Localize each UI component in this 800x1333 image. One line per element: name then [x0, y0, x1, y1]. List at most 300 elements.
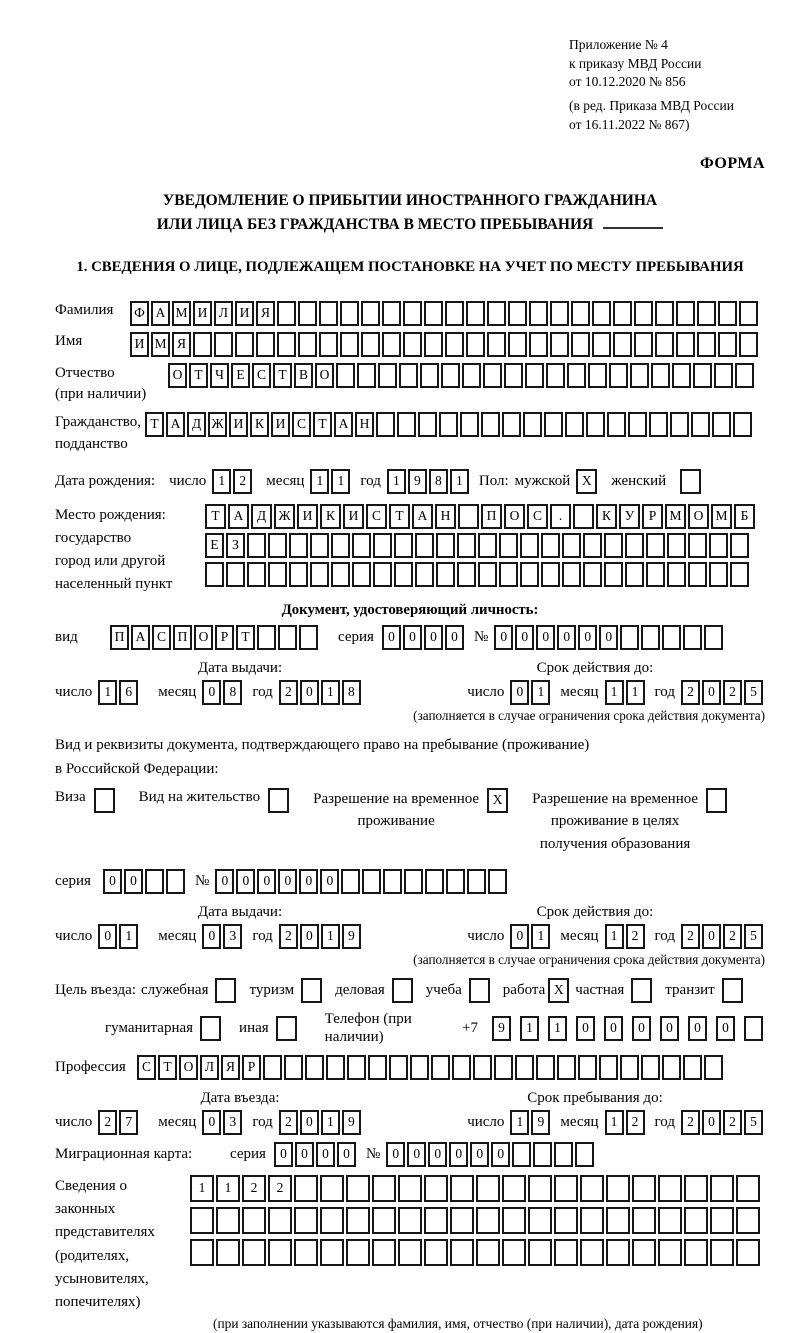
- char-cell[interactable]: [268, 562, 287, 587]
- char-cell[interactable]: [554, 1239, 578, 1266]
- char-cell[interactable]: [399, 363, 418, 388]
- char-cell[interactable]: Т: [205, 504, 226, 529]
- char-cell[interactable]: Я: [221, 1055, 240, 1080]
- char-cell[interactable]: Л: [214, 301, 233, 326]
- char-cell[interactable]: [190, 1239, 214, 1266]
- char-cell[interactable]: 9: [342, 1110, 361, 1135]
- char-cell[interactable]: [562, 533, 581, 558]
- char-cell[interactable]: [508, 301, 527, 326]
- char-cell[interactable]: 1: [331, 469, 350, 494]
- char-cell[interactable]: 6: [119, 680, 138, 705]
- char-cell[interactable]: 1: [119, 924, 138, 949]
- char-cell[interactable]: К: [596, 504, 617, 529]
- char-cell[interactable]: [529, 301, 548, 326]
- char-cell[interactable]: [289, 562, 308, 587]
- char-cell[interactable]: О: [179, 1055, 198, 1080]
- char-cell[interactable]: [709, 562, 728, 587]
- purpose-other-checkbox[interactable]: [276, 1016, 297, 1041]
- char-cell[interactable]: [575, 1142, 594, 1167]
- char-cell[interactable]: .: [550, 504, 571, 529]
- char-cell[interactable]: 2: [723, 1110, 742, 1135]
- char-cell[interactable]: [268, 1239, 292, 1266]
- char-cell[interactable]: [331, 533, 350, 558]
- char-cell[interactable]: [336, 363, 355, 388]
- char-cell[interactable]: [483, 363, 502, 388]
- char-cell[interactable]: [289, 533, 308, 558]
- char-cell[interactable]: [352, 562, 371, 587]
- char-cell[interactable]: [693, 363, 712, 388]
- char-cell[interactable]: [683, 1055, 702, 1080]
- char-cell[interactable]: И: [343, 504, 364, 529]
- char-cell[interactable]: [452, 1055, 471, 1080]
- char-cell[interactable]: Я: [172, 332, 191, 357]
- char-cell[interactable]: [580, 1207, 604, 1234]
- char-cell[interactable]: 0: [278, 869, 297, 894]
- char-cell[interactable]: [710, 1207, 734, 1234]
- char-cell[interactable]: А: [228, 504, 249, 529]
- char-cell[interactable]: [567, 363, 586, 388]
- char-cell[interactable]: [586, 412, 605, 437]
- char-cell[interactable]: [688, 562, 707, 587]
- char-cell[interactable]: [341, 869, 360, 894]
- char-cell[interactable]: Д: [187, 412, 206, 437]
- char-cell[interactable]: [571, 332, 590, 357]
- char-cell[interactable]: 0: [424, 625, 443, 650]
- char-cell[interactable]: [499, 562, 518, 587]
- char-cell[interactable]: 1: [98, 680, 117, 705]
- char-cell[interactable]: [488, 869, 507, 894]
- char-cell[interactable]: [613, 332, 632, 357]
- char-cell[interactable]: [632, 1239, 656, 1266]
- char-cell[interactable]: [667, 533, 686, 558]
- char-cell[interactable]: [436, 533, 455, 558]
- char-cell[interactable]: [676, 301, 695, 326]
- char-cell[interactable]: 1: [605, 924, 624, 949]
- char-cell[interactable]: 2: [279, 1110, 298, 1135]
- char-cell[interactable]: [382, 332, 401, 357]
- char-cell[interactable]: [583, 533, 602, 558]
- char-cell[interactable]: 0: [449, 1142, 468, 1167]
- char-cell[interactable]: 0: [407, 1142, 426, 1167]
- char-cell[interactable]: Д: [251, 504, 272, 529]
- char-cell[interactable]: А: [412, 504, 433, 529]
- char-cell[interactable]: [425, 869, 444, 894]
- char-cell[interactable]: С: [137, 1055, 156, 1080]
- purpose-humanitarian-checkbox[interactable]: [200, 1016, 221, 1041]
- char-cell[interactable]: 1: [531, 680, 550, 705]
- char-cell[interactable]: [242, 1239, 266, 1266]
- char-cell[interactable]: Т: [313, 412, 332, 437]
- char-cell[interactable]: И: [193, 301, 212, 326]
- char-cell[interactable]: 2: [681, 924, 700, 949]
- char-cell[interactable]: [415, 533, 434, 558]
- char-cell[interactable]: [676, 332, 695, 357]
- char-cell[interactable]: [394, 562, 413, 587]
- char-cell[interactable]: 7: [119, 1110, 138, 1135]
- char-cell[interactable]: [684, 1239, 708, 1266]
- char-cell[interactable]: [424, 1239, 448, 1266]
- char-cell[interactable]: [709, 533, 728, 558]
- char-cell[interactable]: [235, 332, 254, 357]
- char-cell[interactable]: 0: [236, 869, 255, 894]
- char-cell[interactable]: 2: [681, 680, 700, 705]
- char-cell[interactable]: [487, 332, 506, 357]
- char-cell[interactable]: [450, 1175, 474, 1202]
- char-cell[interactable]: С: [292, 412, 311, 437]
- char-cell[interactable]: О: [194, 625, 213, 650]
- char-cell[interactable]: [634, 301, 653, 326]
- char-cell[interactable]: [736, 1175, 760, 1202]
- char-cell[interactable]: [378, 363, 397, 388]
- char-cell[interactable]: [458, 504, 479, 529]
- char-cell[interactable]: 2: [626, 924, 645, 949]
- char-cell[interactable]: [373, 562, 392, 587]
- char-cell[interactable]: [588, 363, 607, 388]
- char-cell[interactable]: [712, 412, 731, 437]
- char-cell[interactable]: [536, 1055, 555, 1080]
- purpose-work-checkbox[interactable]: X: [548, 978, 569, 1003]
- char-cell[interactable]: О: [688, 504, 709, 529]
- char-cell[interactable]: [404, 869, 423, 894]
- char-cell[interactable]: [277, 332, 296, 357]
- char-cell[interactable]: [299, 625, 318, 650]
- char-cell[interactable]: 2: [233, 469, 252, 494]
- char-cell[interactable]: [739, 301, 758, 326]
- char-cell[interactable]: 5: [744, 924, 763, 949]
- char-cell[interactable]: П: [481, 504, 502, 529]
- char-cell[interactable]: [372, 1239, 396, 1266]
- char-cell[interactable]: [205, 562, 224, 587]
- char-cell[interactable]: [247, 533, 266, 558]
- char-cell[interactable]: [683, 625, 702, 650]
- char-cell[interactable]: [672, 363, 691, 388]
- char-cell[interactable]: [372, 1207, 396, 1234]
- char-cell[interactable]: [346, 1207, 370, 1234]
- char-cell[interactable]: А: [131, 625, 150, 650]
- char-cell[interactable]: [216, 1207, 240, 1234]
- residence-permit-checkbox[interactable]: [268, 788, 289, 813]
- char-cell[interactable]: 1: [387, 469, 406, 494]
- char-cell[interactable]: 1: [321, 1110, 340, 1135]
- purpose-business-checkbox[interactable]: [392, 978, 413, 1003]
- char-cell[interactable]: [557, 1055, 576, 1080]
- char-cell[interactable]: [592, 332, 611, 357]
- char-cell[interactable]: [632, 1175, 656, 1202]
- char-cell[interactable]: [625, 533, 644, 558]
- char-cell[interactable]: [446, 869, 465, 894]
- char-cell[interactable]: [628, 412, 647, 437]
- char-cell[interactable]: 0: [660, 1016, 679, 1041]
- char-cell[interactable]: [305, 1055, 324, 1080]
- char-cell[interactable]: [658, 1239, 682, 1266]
- char-cell[interactable]: [684, 1207, 708, 1234]
- char-cell[interactable]: [476, 1207, 500, 1234]
- char-cell[interactable]: 0: [316, 1142, 335, 1167]
- char-cell[interactable]: Т: [145, 412, 164, 437]
- char-cell[interactable]: И: [229, 412, 248, 437]
- char-cell[interactable]: 9: [492, 1016, 511, 1041]
- char-cell[interactable]: Р: [215, 625, 234, 650]
- char-cell[interactable]: [340, 301, 359, 326]
- char-cell[interactable]: [457, 562, 476, 587]
- char-cell[interactable]: 0: [320, 869, 339, 894]
- char-cell[interactable]: [704, 1055, 723, 1080]
- char-cell[interactable]: У: [619, 504, 640, 529]
- char-cell[interactable]: [613, 301, 632, 326]
- char-cell[interactable]: [515, 1055, 534, 1080]
- char-cell[interactable]: [424, 332, 443, 357]
- char-cell[interactable]: [604, 562, 623, 587]
- char-cell[interactable]: С: [152, 625, 171, 650]
- char-cell[interactable]: [298, 301, 317, 326]
- char-cell[interactable]: Ч: [210, 363, 229, 388]
- char-cell[interactable]: [467, 869, 486, 894]
- char-cell[interactable]: [730, 562, 749, 587]
- char-cell[interactable]: [541, 562, 560, 587]
- char-cell[interactable]: 0: [702, 1110, 721, 1135]
- char-cell[interactable]: [733, 412, 752, 437]
- char-cell[interactable]: [736, 1239, 760, 1266]
- char-cell[interactable]: 0: [578, 625, 597, 650]
- char-cell[interactable]: [571, 301, 590, 326]
- char-cell[interactable]: Т: [273, 363, 292, 388]
- char-cell[interactable]: [730, 533, 749, 558]
- char-cell[interactable]: И: [130, 332, 149, 357]
- char-cell[interactable]: [508, 332, 527, 357]
- char-cell[interactable]: 0: [428, 1142, 447, 1167]
- char-cell[interactable]: 0: [445, 625, 464, 650]
- char-cell[interactable]: 0: [702, 680, 721, 705]
- char-cell[interactable]: А: [334, 412, 353, 437]
- char-cell[interactable]: 0: [515, 625, 534, 650]
- char-cell[interactable]: [662, 1055, 681, 1080]
- char-cell[interactable]: [277, 301, 296, 326]
- male-checkbox[interactable]: X: [576, 469, 597, 494]
- char-cell[interactable]: 1: [548, 1016, 567, 1041]
- char-cell[interactable]: [376, 412, 395, 437]
- char-cell[interactable]: 1: [531, 924, 550, 949]
- char-cell[interactable]: [462, 363, 481, 388]
- char-cell[interactable]: Т: [236, 625, 255, 650]
- char-cell[interactable]: А: [151, 301, 170, 326]
- char-cell[interactable]: [554, 1207, 578, 1234]
- char-cell[interactable]: 0: [510, 680, 529, 705]
- char-cell[interactable]: 0: [702, 924, 721, 949]
- char-cell[interactable]: [466, 332, 485, 357]
- char-cell[interactable]: 1: [321, 924, 340, 949]
- temp-residence-checkbox[interactable]: X: [487, 788, 508, 813]
- char-cell[interactable]: [398, 1239, 422, 1266]
- char-cell[interactable]: [476, 1175, 500, 1202]
- char-cell[interactable]: [278, 625, 297, 650]
- char-cell[interactable]: Я: [256, 301, 275, 326]
- char-cell[interactable]: [607, 412, 626, 437]
- char-cell[interactable]: [357, 363, 376, 388]
- char-cell[interactable]: 0: [300, 680, 319, 705]
- char-cell[interactable]: 2: [626, 1110, 645, 1135]
- char-cell[interactable]: 0: [491, 1142, 510, 1167]
- char-cell[interactable]: К: [320, 504, 341, 529]
- char-cell[interactable]: [320, 1239, 344, 1266]
- char-cell[interactable]: [193, 332, 212, 357]
- char-cell[interactable]: [410, 1055, 429, 1080]
- char-cell[interactable]: [630, 363, 649, 388]
- char-cell[interactable]: [362, 869, 381, 894]
- char-cell[interactable]: [298, 332, 317, 357]
- char-cell[interactable]: [718, 332, 737, 357]
- char-cell[interactable]: [441, 363, 460, 388]
- char-cell[interactable]: Н: [355, 412, 374, 437]
- char-cell[interactable]: [736, 1207, 760, 1234]
- char-cell[interactable]: [190, 1207, 214, 1234]
- char-cell[interactable]: [247, 562, 266, 587]
- char-cell[interactable]: [476, 1239, 500, 1266]
- char-cell[interactable]: 8: [342, 680, 361, 705]
- char-cell[interactable]: [620, 625, 639, 650]
- char-cell[interactable]: Ф: [130, 301, 149, 326]
- purpose-tourism-checkbox[interactable]: [301, 978, 322, 1003]
- char-cell[interactable]: [294, 1175, 318, 1202]
- char-cell[interactable]: [398, 1175, 422, 1202]
- char-cell[interactable]: [735, 363, 754, 388]
- char-cell[interactable]: [499, 533, 518, 558]
- char-cell[interactable]: 2: [268, 1175, 292, 1202]
- char-cell[interactable]: Р: [642, 504, 663, 529]
- char-cell[interactable]: [445, 332, 464, 357]
- char-cell[interactable]: [320, 1175, 344, 1202]
- char-cell[interactable]: 0: [688, 1016, 707, 1041]
- char-cell[interactable]: [565, 412, 584, 437]
- char-cell[interactable]: 0: [257, 869, 276, 894]
- char-cell[interactable]: [450, 1239, 474, 1266]
- char-cell[interactable]: 0: [202, 680, 221, 705]
- char-cell[interactable]: [394, 533, 413, 558]
- char-cell[interactable]: 0: [299, 869, 318, 894]
- char-cell[interactable]: [310, 533, 329, 558]
- char-cell[interactable]: [216, 1239, 240, 1266]
- char-cell[interactable]: [256, 332, 275, 357]
- char-cell[interactable]: 0: [202, 1110, 221, 1135]
- char-cell[interactable]: [592, 301, 611, 326]
- char-cell[interactable]: [424, 1175, 448, 1202]
- char-cell[interactable]: [226, 562, 245, 587]
- char-cell[interactable]: 0: [215, 869, 234, 894]
- char-cell[interactable]: [655, 332, 674, 357]
- char-cell[interactable]: [544, 412, 563, 437]
- char-cell[interactable]: 0: [510, 924, 529, 949]
- char-cell[interactable]: [320, 1207, 344, 1234]
- char-cell[interactable]: [214, 332, 233, 357]
- char-cell[interactable]: И: [235, 301, 254, 326]
- char-cell[interactable]: [294, 1239, 318, 1266]
- char-cell[interactable]: Ж: [274, 504, 295, 529]
- purpose-official-checkbox[interactable]: [215, 978, 236, 1003]
- char-cell[interactable]: 5: [744, 1110, 763, 1135]
- char-cell[interactable]: [697, 332, 716, 357]
- char-cell[interactable]: [502, 1239, 526, 1266]
- char-cell[interactable]: 0: [124, 869, 143, 894]
- char-cell[interactable]: [634, 332, 653, 357]
- char-cell[interactable]: 9: [342, 924, 361, 949]
- char-cell[interactable]: 1: [212, 469, 231, 494]
- char-cell[interactable]: 1: [605, 680, 624, 705]
- char-cell[interactable]: [620, 1055, 639, 1080]
- char-cell[interactable]: Ж: [208, 412, 227, 437]
- char-cell[interactable]: 2: [242, 1175, 266, 1202]
- char-cell[interactable]: [145, 869, 164, 894]
- char-cell[interactable]: Е: [205, 533, 224, 558]
- char-cell[interactable]: [512, 1142, 531, 1167]
- char-cell[interactable]: [533, 1142, 552, 1167]
- char-cell[interactable]: [609, 363, 628, 388]
- char-cell[interactable]: [541, 533, 560, 558]
- char-cell[interactable]: [268, 1207, 292, 1234]
- char-cell[interactable]: 2: [279, 680, 298, 705]
- char-cell[interactable]: 0: [604, 1016, 623, 1041]
- char-cell[interactable]: [450, 1207, 474, 1234]
- char-cell[interactable]: [319, 332, 338, 357]
- char-cell[interactable]: 2: [98, 1110, 117, 1135]
- char-cell[interactable]: М: [151, 332, 170, 357]
- char-cell[interactable]: [310, 562, 329, 587]
- char-cell[interactable]: [319, 301, 338, 326]
- char-cell[interactable]: 0: [300, 924, 319, 949]
- char-cell[interactable]: [606, 1239, 630, 1266]
- char-cell[interactable]: [625, 562, 644, 587]
- char-cell[interactable]: [436, 562, 455, 587]
- char-cell[interactable]: 0: [300, 1110, 319, 1135]
- char-cell[interactable]: 1: [321, 680, 340, 705]
- char-cell[interactable]: [478, 562, 497, 587]
- char-cell[interactable]: [580, 1175, 604, 1202]
- char-cell[interactable]: [439, 412, 458, 437]
- char-cell[interactable]: Б: [734, 504, 755, 529]
- char-cell[interactable]: [667, 562, 686, 587]
- char-cell[interactable]: [704, 625, 723, 650]
- char-cell[interactable]: 1: [510, 1110, 529, 1135]
- char-cell[interactable]: 0: [337, 1142, 356, 1167]
- char-cell[interactable]: [641, 625, 660, 650]
- char-cell[interactable]: [352, 533, 371, 558]
- char-cell[interactable]: [528, 1175, 552, 1202]
- char-cell[interactable]: [502, 412, 521, 437]
- char-cell[interactable]: [658, 1207, 682, 1234]
- char-cell[interactable]: Р: [242, 1055, 261, 1080]
- char-cell[interactable]: 1: [626, 680, 645, 705]
- char-cell[interactable]: [478, 533, 497, 558]
- char-cell[interactable]: 0: [386, 1142, 405, 1167]
- char-cell[interactable]: [646, 533, 665, 558]
- char-cell[interactable]: 1: [450, 469, 469, 494]
- char-cell[interactable]: [523, 412, 542, 437]
- char-cell[interactable]: [368, 1055, 387, 1080]
- char-cell[interactable]: [403, 332, 422, 357]
- char-cell[interactable]: [718, 301, 737, 326]
- char-cell[interactable]: 1: [190, 1175, 214, 1202]
- char-cell[interactable]: С: [366, 504, 387, 529]
- char-cell[interactable]: [714, 363, 733, 388]
- purpose-study-checkbox[interactable]: [469, 978, 490, 1003]
- char-cell[interactable]: [525, 363, 544, 388]
- char-cell[interactable]: П: [173, 625, 192, 650]
- purpose-transit-checkbox[interactable]: [722, 978, 743, 1003]
- char-cell[interactable]: [424, 1207, 448, 1234]
- char-cell[interactable]: П: [110, 625, 129, 650]
- char-cell[interactable]: [710, 1175, 734, 1202]
- char-cell[interactable]: А: [166, 412, 185, 437]
- char-cell[interactable]: [655, 301, 674, 326]
- char-cell[interactable]: И: [271, 412, 290, 437]
